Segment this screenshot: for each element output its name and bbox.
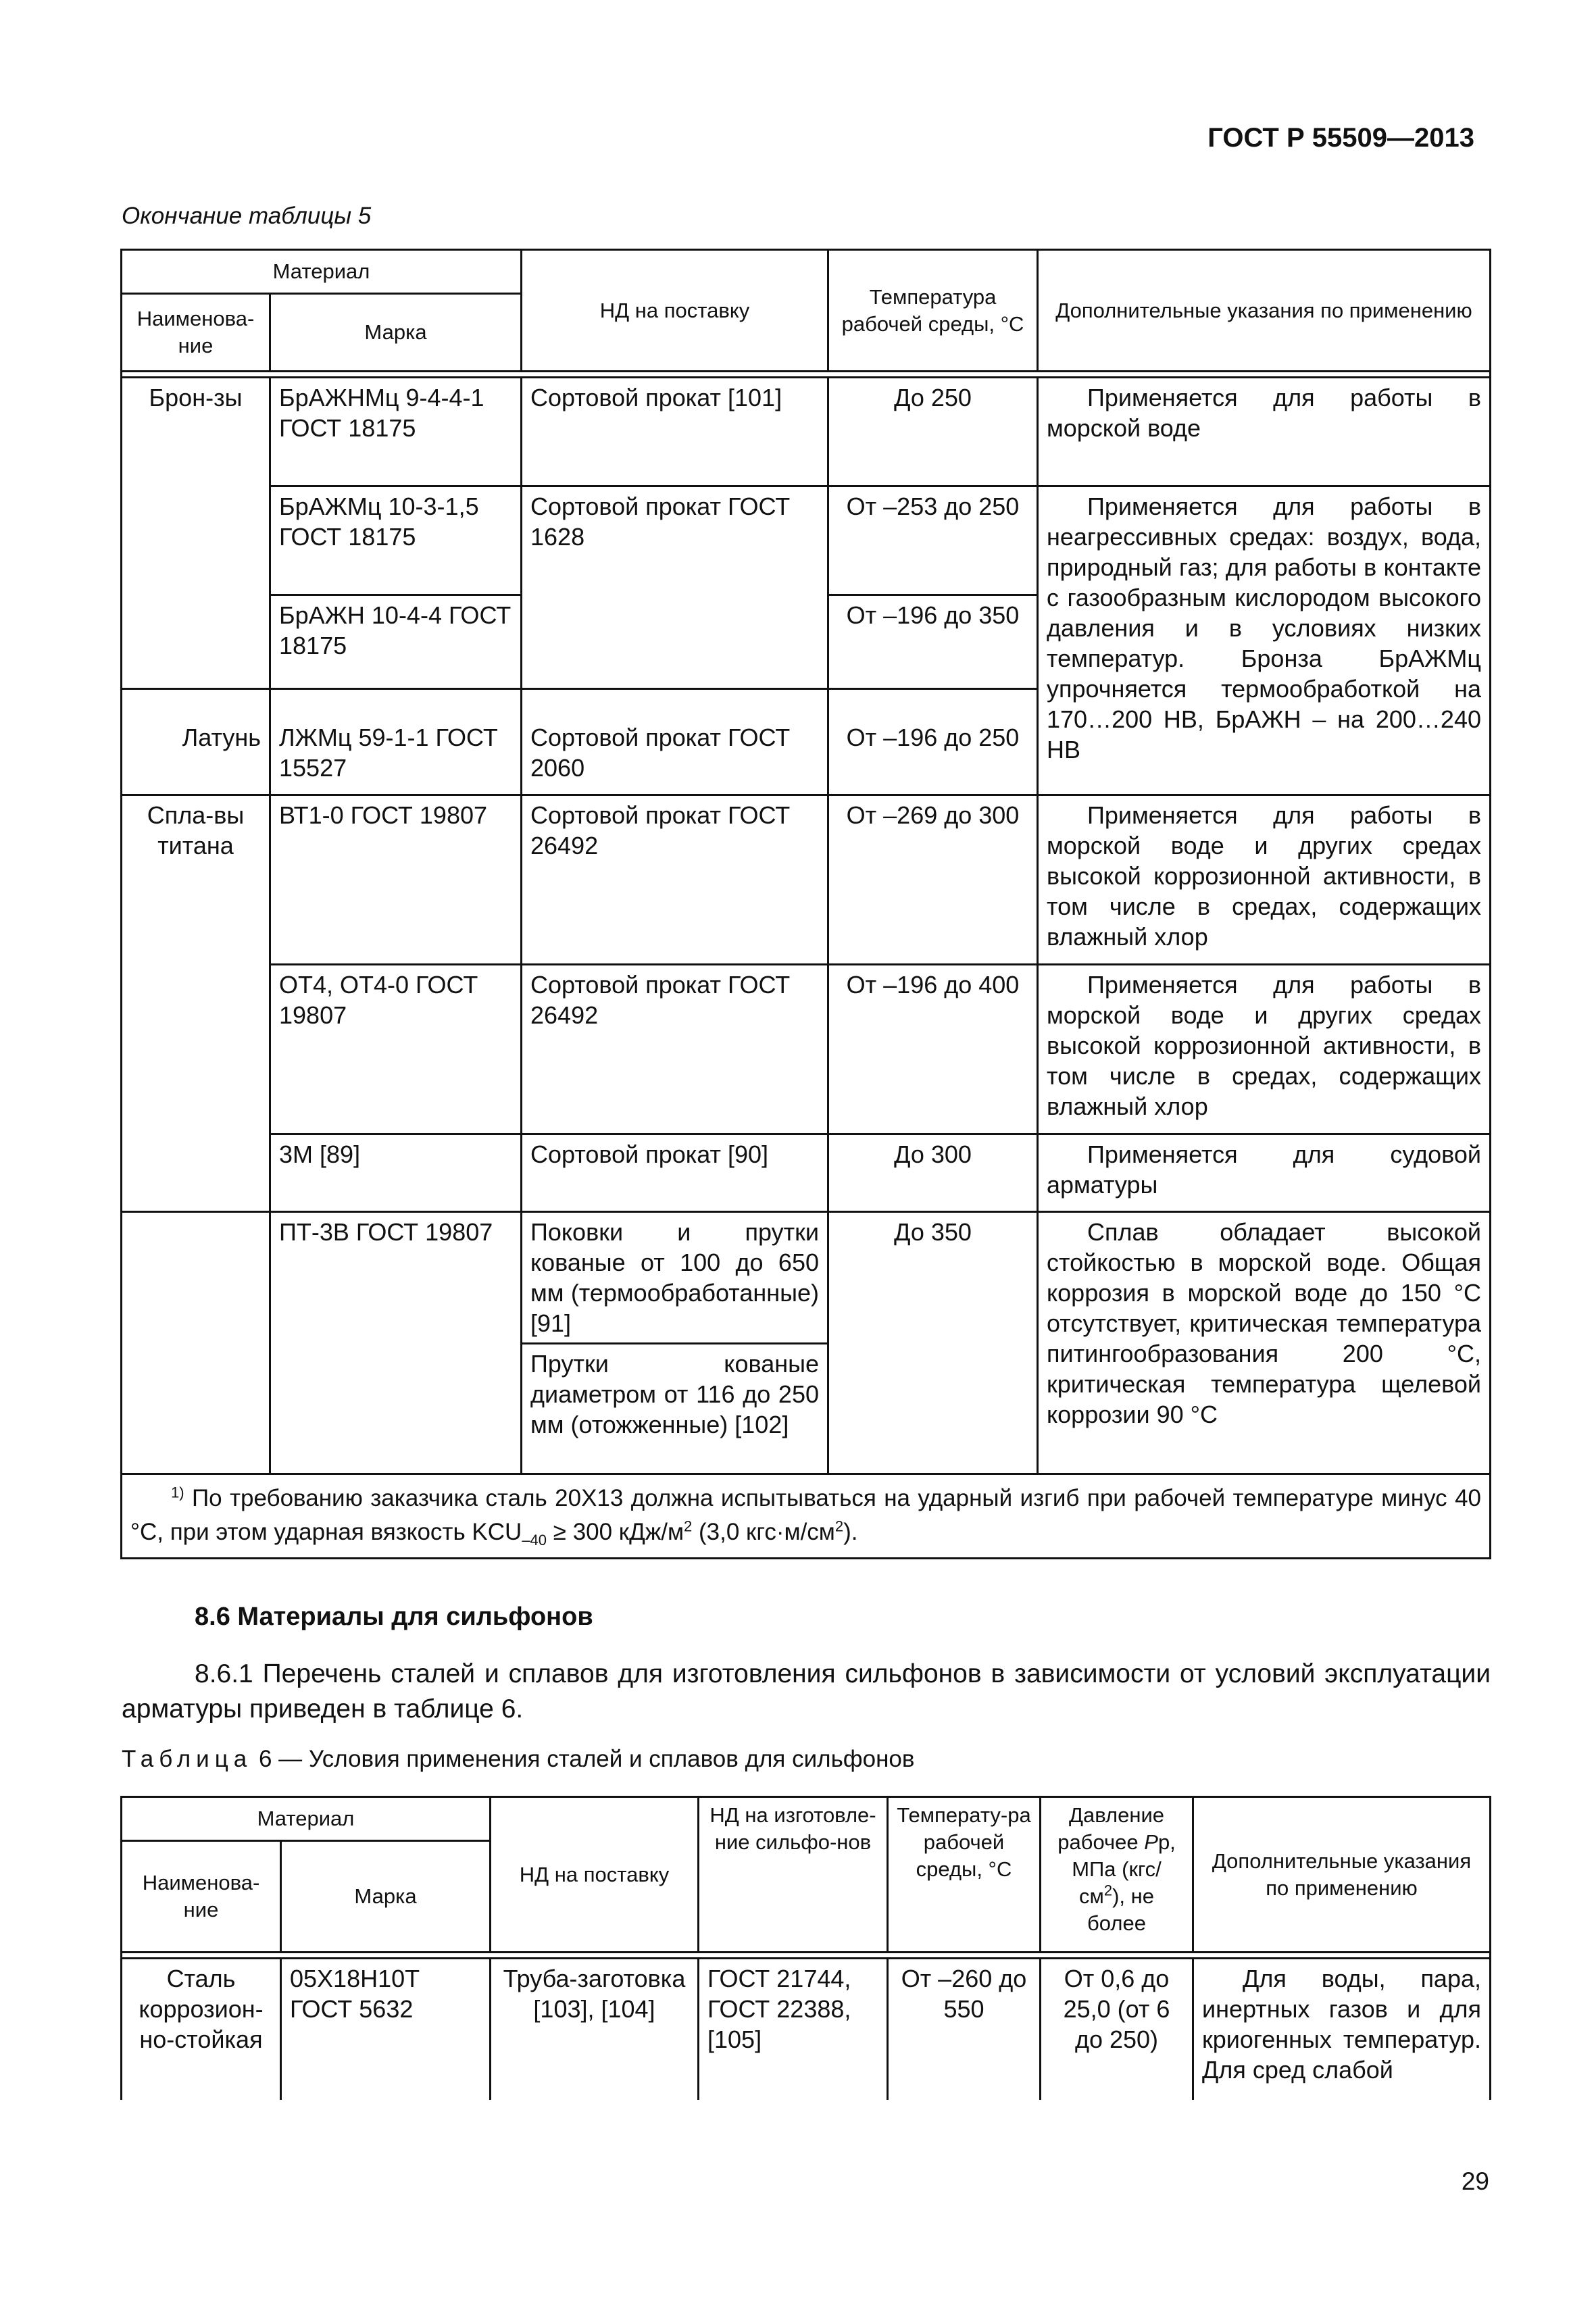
temp-cell: До 250 [828,378,1038,486]
table-row [122,1212,1491,1344]
col-notes: Дополнительные указания по применению [1038,250,1491,372]
temp-cell: От –196 до 350 [828,595,1038,689]
header-separator [122,372,1491,378]
temp-cell: От –196 до 400 [828,965,1038,1134]
footnote-text: (3,0 кгс·м/см [692,1519,835,1545]
nd-cell: Сортовой прокат [101] [522,378,828,486]
col-name: Наименова-ние [122,1841,281,1953]
col-nd: НД на поставку [522,250,828,372]
col-temp: Температура рабочей среды, °С [828,250,1038,372]
notes-cell: Применяется для судовой арматуры [1038,1134,1491,1212]
grade-cell: ЛЖМц 59-1-1 ГОСТ 15527 [270,689,522,795]
temp-cell: От –260 до 550 [888,1959,1041,2101]
table-row [122,965,1491,1134]
table5-caption: Окончание таблицы 5 [122,203,372,229]
nd-cell: Труба-заготовка [103], [104] [491,1959,699,2101]
table-footnote [122,1474,1491,1559]
table-row [122,378,1491,486]
category-cell: Латунь [122,689,270,795]
section-paragraph: 8.6.1 Перечень сталей и сплавов для изготовления сильфонов в зависимости от условий эксплуатации арматуры приведен в таблице 6. [122,1659,1491,1724]
category-cell [122,1212,270,1474]
col-pressure: Давление рабочее Pр, МПа $(кгс/см^2)$, не более [1041,1797,1193,1953]
table-row [122,1134,1491,1212]
col-name: Наименова-ние [122,294,270,372]
table-row [122,486,1491,595]
table-header-row [122,1797,1491,1841]
grade-cell: 05Х18Н10Т ГОСТ 5632 [281,1959,491,2101]
grade-cell: ВТ1-0 ГОСТ 19807 [270,795,522,965]
table6-caption-label: Таблица [122,1746,253,1772]
col-grade: Марка [270,294,522,372]
footnote-sup: 2 [684,1517,693,1535]
footnote-mark: 1) [171,1484,184,1501]
nd-cell: Сортовой прокат ГОСТ 26492 [522,795,828,965]
table6-caption [122,1746,914,1773]
document-header [122,123,1474,164]
temp-cell: До 350 [828,1212,1038,1474]
nd-cell: Сортовой прокат ГОСТ 1628 [522,486,828,689]
nd-make-cell: ГОСТ 21744, ГОСТ 22388, [105] [699,1959,888,2101]
grade-cell: БрАЖНМц 9-4-4-1 ГОСТ 18175 [270,378,522,486]
col-temp: Температу-ра рабочей среды, °С [888,1797,1041,1953]
grade-cell: 3М [89] [270,1134,522,1212]
nd-cell: Сортовой прокат ГОСТ 2060 [522,689,828,795]
table-row [122,795,1491,965]
col-material: Материал [122,1797,491,1841]
table-row [122,1959,1491,2101]
doc-id: ГОСТ Р 55509—2013 [1207,123,1474,153]
notes-cell: Применяется для работы в морской воде и других средах высокой коррозионной активности, в том числе в средах, содержащих влажный хлор [1038,965,1491,1134]
footnote-text: ≥ 300 кДж/м [547,1519,684,1545]
nd-cell: Сортовой прокат ГОСТ 26492 [522,965,828,1134]
grade-cell: БрАЖН 10-4-4 ГОСТ 18175 [270,595,522,689]
pressure-cell: От 0,6 до 25,0 (от 6 до 250) [1041,1959,1193,2101]
table-header-row [122,250,1491,294]
table-5 [120,249,1491,1559]
header-separator [122,1953,1491,1959]
col-nd-make: НД на изготовле-ние сильфо-нов [699,1797,888,1953]
grade-cell: БрАЖМц 10-3-1,5 ГОСТ 18175 [270,486,522,595]
section-title: 8.6 Материалы для сильфонов [195,1603,593,1631]
table-6 [120,1796,1491,2100]
table6-caption-text: 6 — Условия применения сталей и сплавов для сильфонов [252,1746,915,1772]
nd-cell: Сортовой прокат [90] [522,1134,828,1212]
col-notes: Дополнительные указания по применению [1193,1797,1491,1953]
page-number: 29 [1461,2167,1489,2195]
notes-cell: Применяется для работы в неагрессивных средах: воздух, вода, природный газ; для работы в контакте с газообразным кислородом высокого давления и в условиях низких температур. Бронза БрАЖМц упрочняется термообработкой на 170…200 НВ, БрАЖН – на 200…240 НВ [1038,486,1491,795]
name-cell: Сталь коррозион-но-стойкая [122,1959,281,2101]
grade-cell: ПТ-3В ГОСТ 19807 [270,1212,522,1474]
table-footnote-row [122,1474,1491,1559]
nd-cell: Поковки и прутки кованые от 100 до 650 мм (термообработанные) [91] [522,1212,828,1344]
notes-cell: Применяется для работы в морской воде [1038,378,1491,486]
footnote-text: ). [843,1519,858,1545]
nd-cell: Прутки кованые диаметром от 116 до 250 мм (отожженные) [102] [522,1344,828,1474]
footnote-sub: –40 [522,1532,547,1549]
grade-cell: ОТ4, ОТ4-0 ГОСТ 19807 [270,965,522,1134]
notes-cell: Для воды, пара, инертных газов и для криогенных температур. Для сред слабой [1193,1959,1491,2101]
footnote-sup: 2 [834,1517,844,1535]
category-cell: Брон-зы [122,378,270,689]
temp-cell: От –253 до 250 [828,486,1038,595]
notes-cell: Применяется для работы в морской воде и других средах высокой коррозионной активности, в том числе в средах, содержащих влажный хлор [1038,795,1491,965]
notes-cell: Сплав обладает высокой стойкостью в морской воде. Общая коррозия в морской воде до 150 °С отсутствует, критическая температура питингообразования 200 °С, критическая температура щелевой коррозии 90 °С [1038,1212,1491,1474]
temp-cell: До 300 [828,1134,1038,1212]
col-grade: Марка [281,1841,491,1953]
footnote-text: По требованию заказчика сталь 20Х13 должна испытываться на ударный изгиб при рабочей температуре минус 40 °С, при этом ударная вязкость KCU [130,1485,1481,1545]
temp-cell: От –269 до 300 [828,795,1038,965]
category-cell: Спла-вы титана [122,795,270,1212]
temp-cell: От –196 до 250 [828,689,1038,795]
col-material: Материал [122,250,522,294]
col-nd: НД на поставку [491,1797,699,1953]
